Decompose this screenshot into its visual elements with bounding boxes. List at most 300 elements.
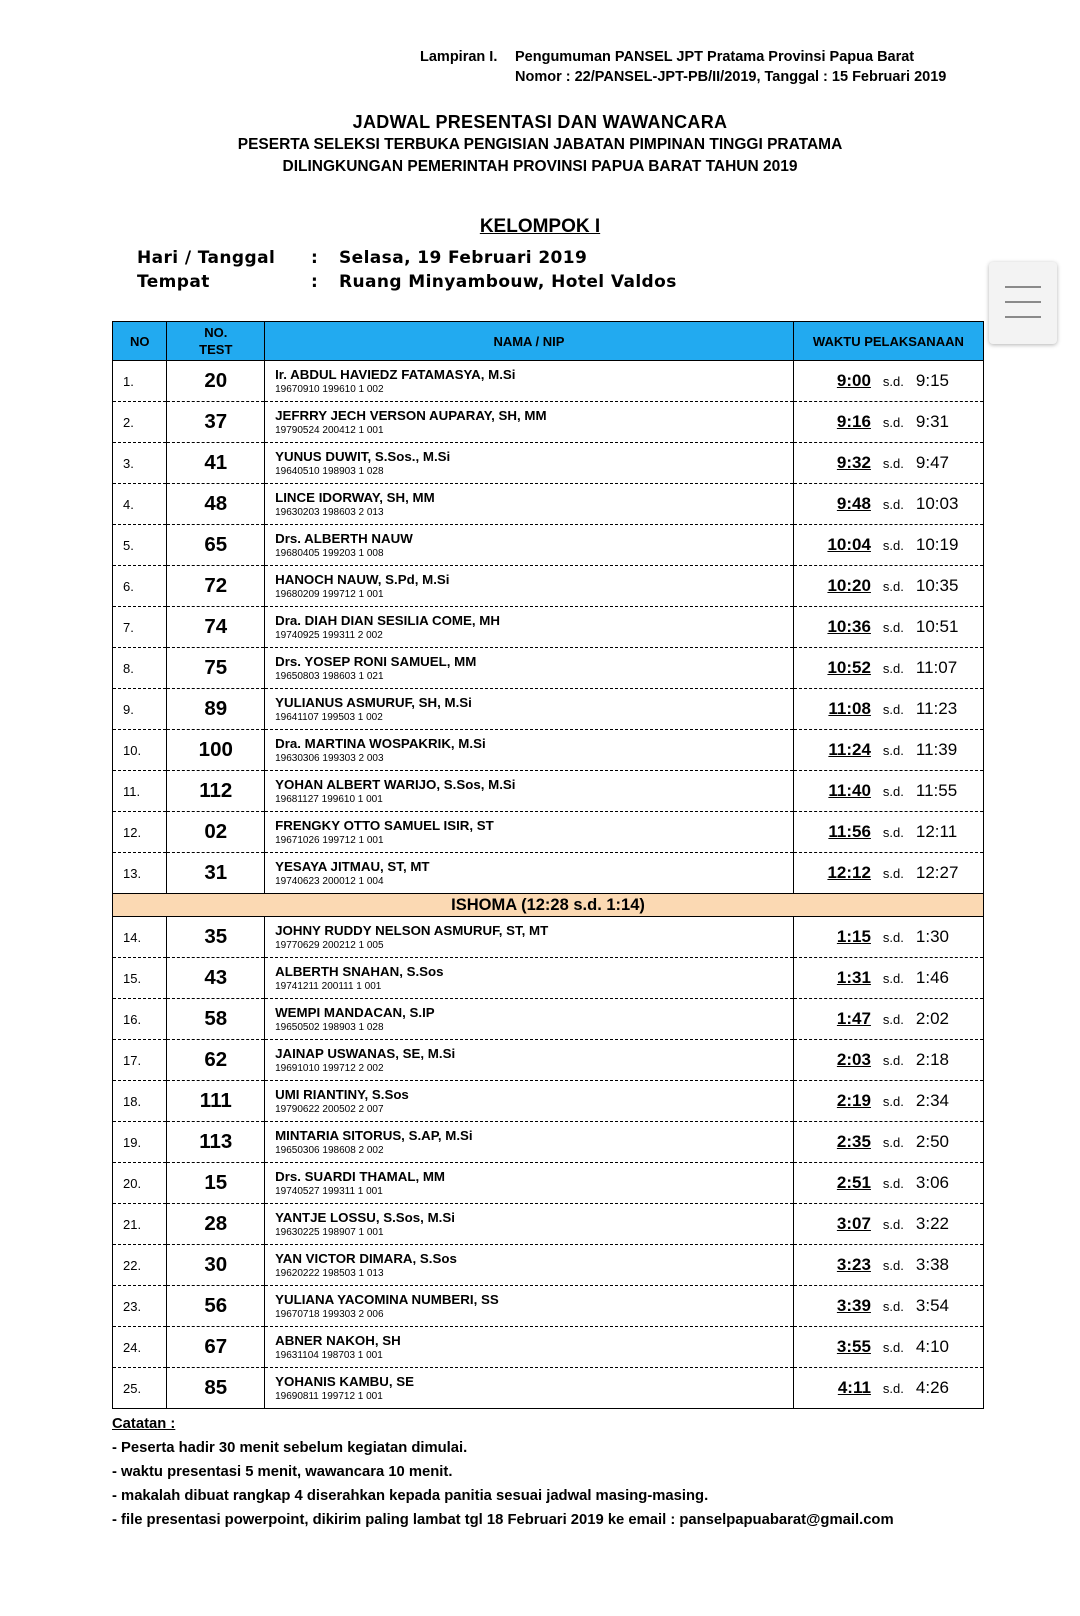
end-time: 10:19: [915, 535, 959, 554]
test-number: 35: [167, 917, 265, 958]
participant-name: LINCE IDORWAY, SH, MM: [275, 489, 435, 505]
start-time: 1:15: [836, 927, 871, 946]
participant-cell: [265, 689, 794, 730]
time-cell: [793, 361, 983, 402]
participant-name: YULIANUS ASMURUF, SH, M.Si: [275, 694, 472, 710]
participant-cell: [265, 1040, 794, 1081]
participant-name: Dra. DIAH DIAN SESILIA COME, MH: [275, 612, 500, 628]
test-number: 02: [167, 812, 265, 853]
participant-name: YOHANIS KAMBU, SE: [275, 1373, 414, 1389]
participant-nip: 19670718 199303 2 006: [275, 1308, 384, 1320]
time-cell: [793, 484, 983, 525]
time-cell: [793, 730, 983, 771]
start-time: 10:36: [827, 617, 871, 636]
table-row: [113, 484, 984, 525]
time-range: [794, 822, 983, 842]
test-number: 48: [167, 484, 265, 525]
time-cell: [793, 958, 983, 999]
participant-cell: [265, 1163, 794, 1204]
group-title: KELOMPOK I: [479, 216, 601, 237]
end-time: 10:03: [915, 494, 959, 513]
time-cell: [793, 648, 983, 689]
time-range: [794, 453, 983, 473]
test-number: 41: [167, 443, 265, 484]
end-time: 9:31: [915, 412, 949, 431]
header-test: NO. TEST: [167, 322, 265, 361]
time-separator: s.d.: [882, 1135, 904, 1150]
time-cell: [793, 402, 983, 443]
participant-name: YOHAN ALBERT WARIJO, S.Sos, M.Si: [275, 776, 516, 792]
test-number: 65: [167, 525, 265, 566]
time-cell: [793, 1163, 983, 1204]
menu-icon[interactable]: [989, 262, 1057, 344]
row-number: 4.: [113, 484, 167, 525]
time-cell: [793, 853, 983, 894]
table-header-row: [113, 322, 984, 361]
start-time: 2:03: [836, 1050, 871, 1069]
end-time: 9:15: [915, 371, 949, 390]
time-cell: [793, 566, 983, 607]
participant-nip: 19630306 199303 2 003: [275, 752, 384, 764]
time-separator: s.d.: [882, 1258, 904, 1273]
participant-nip: 19790524 200412 1 001: [275, 424, 384, 436]
participant-nip: 19671026 199712 1 001: [275, 834, 384, 846]
time-separator: s.d.: [882, 620, 904, 635]
row-number: 25.: [113, 1368, 167, 1409]
participant-nip: 19641107 199503 1 002: [275, 711, 383, 723]
participant-name: YESAYA JITMAU, ST, MT: [275, 858, 430, 874]
test-number: 37: [167, 402, 265, 443]
schedule-table: [112, 321, 984, 1409]
test-number: 74: [167, 607, 265, 648]
end-time: 12:11: [915, 822, 958, 841]
break-row: [113, 894, 984, 917]
time-range: [794, 699, 983, 719]
participant-name: JAINAP USWANAS, SE, M.Si: [275, 1045, 456, 1061]
note-item: - file presentasi powerpoint, dikirim paling lambat tgl 18 Februari 2019 ke email : panselpapuabarat@gmail.com: [112, 1512, 894, 1528]
start-time: 4:11: [837, 1378, 871, 1397]
time-range: [794, 927, 983, 947]
end-time: 11:07: [915, 658, 958, 677]
start-time: 3:39: [836, 1296, 871, 1315]
start-time: 3:23: [836, 1255, 871, 1274]
attachment-label: Lampiran I.: [420, 49, 498, 65]
table-row: [113, 689, 984, 730]
time-range: [794, 1009, 983, 1029]
row-number: 15.: [113, 958, 167, 999]
attachment-block: [420, 47, 946, 87]
participant-name: JEFRRY JECH VERSON AUPARAY, SH, MM: [275, 407, 547, 423]
row-number: 17.: [113, 1040, 167, 1081]
participant-nip: 19690811 199712 1 001: [275, 1390, 383, 1402]
participant-cell: [265, 361, 794, 402]
time-separator: s.d.: [882, 930, 904, 945]
time-range: [794, 1173, 983, 1193]
time-separator: s.d.: [882, 866, 904, 881]
start-time: 11:08: [828, 699, 871, 718]
test-number: 85: [167, 1368, 265, 1409]
end-time: 10:35: [915, 576, 959, 595]
start-time: 2:51: [836, 1173, 871, 1192]
end-time: 3:38: [915, 1255, 949, 1274]
start-time: 11:24: [828, 740, 871, 759]
participant-name: HANOCH NAUW, S.Pd, M.Si: [275, 571, 450, 587]
time-separator: s.d.: [882, 971, 904, 986]
participant-nip: 19640510 198903 1 028: [275, 465, 384, 477]
time-cell: [793, 1122, 983, 1163]
time-separator: s.d.: [882, 1094, 904, 1109]
table-row: [113, 771, 984, 812]
participant-nip: 19740925 199311 2 002: [275, 629, 383, 641]
start-time: 11:56: [828, 822, 871, 841]
participant-nip: 19680405 199203 1 008: [275, 547, 384, 559]
time-cell: [793, 1040, 983, 1081]
end-time: 1:30: [915, 927, 949, 946]
header-name: NAMA / NIP: [265, 322, 794, 361]
note-item: - waktu presentasi 5 menit, wawancara 10 menit.: [112, 1464, 453, 1480]
row-number: 9.: [113, 689, 167, 730]
end-time: 4:10: [915, 1337, 949, 1356]
participant-nip: 19680209 199712 1 001: [275, 588, 384, 600]
attachment-line-2: Nomor : 22/PANSEL-JPT-PB/II/2019, Tanggal : 15 Februari 2019: [515, 69, 947, 85]
time-range: [794, 1214, 983, 1234]
end-time: 10:51: [915, 617, 959, 636]
participant-name: ABNER NAKOH, SH: [275, 1332, 401, 1348]
participant-cell: [265, 999, 794, 1040]
participant-cell: [265, 1368, 794, 1409]
test-number: 15: [167, 1163, 265, 1204]
time-range: [794, 1337, 983, 1357]
time-cell: [793, 607, 983, 648]
participant-nip: 19740527 199311 1 001: [275, 1185, 383, 1197]
table-row: [113, 402, 984, 443]
test-number: 30: [167, 1245, 265, 1286]
notes-block: [112, 1412, 894, 1532]
time-separator: s.d.: [882, 825, 904, 840]
end-time: 12:27: [915, 863, 959, 882]
time-separator: s.d.: [882, 784, 904, 799]
test-number: 62: [167, 1040, 265, 1081]
row-number: 2.: [113, 402, 167, 443]
participant-cell: [265, 566, 794, 607]
end-time: 11:39: [915, 740, 958, 759]
row-number: 12.: [113, 812, 167, 853]
test-number: 89: [167, 689, 265, 730]
table-row: [113, 730, 984, 771]
start-time: 3:55: [836, 1337, 871, 1356]
start-time: 1:47: [836, 1009, 871, 1028]
participant-name: ALBERTH SNAHAN, S.Sos: [275, 963, 444, 979]
participant-name: Drs. YOSEP RONI SAMUEL, MM: [275, 653, 477, 669]
test-number: 113: [167, 1122, 265, 1163]
time-range: [794, 576, 983, 596]
row-number: 23.: [113, 1286, 167, 1327]
end-time: 2:18: [915, 1050, 949, 1069]
start-time: 10:04: [827, 535, 871, 554]
time-separator: s.d.: [882, 374, 904, 389]
table-row: [113, 525, 984, 566]
time-separator: s.d.: [882, 1176, 904, 1191]
time-separator: s.d.: [882, 1299, 904, 1314]
time-separator: s.d.: [882, 702, 904, 717]
time-cell: [793, 1081, 983, 1122]
row-number: 21.: [113, 1204, 167, 1245]
time-cell: [793, 999, 983, 1040]
time-cell: [793, 1204, 983, 1245]
test-number: 43: [167, 958, 265, 999]
table-row: [113, 648, 984, 689]
participant-nip: 19650803 198603 1 021: [275, 670, 384, 682]
table-row: [113, 853, 984, 894]
end-time: 2:50: [915, 1132, 949, 1151]
time-cell: [793, 1368, 983, 1409]
attachment-line-1: Pengumuman PANSEL JPT Pratama Provinsi Papua Barat: [515, 49, 915, 65]
participant-cell: [265, 607, 794, 648]
day-info: [137, 248, 587, 268]
time-range: [794, 1378, 983, 1398]
participant-name: Drs. ALBERTH NAUW: [275, 530, 413, 546]
test-number: 100: [167, 730, 265, 771]
time-separator: s.d.: [882, 1053, 904, 1068]
time-separator: s.d.: [882, 579, 904, 594]
participant-cell: [265, 525, 794, 566]
participant-cell: [265, 730, 794, 771]
time-cell: [793, 1245, 983, 1286]
time-range: [794, 535, 983, 555]
participant-nip: 19770629 200212 1 005: [275, 939, 384, 951]
participant-name: FRENGKY OTTO SAMUEL ISIR, ST: [275, 817, 494, 833]
test-number: 75: [167, 648, 265, 689]
time-cell: [793, 1286, 983, 1327]
participant-cell: [265, 812, 794, 853]
page-title: JADWAL PRESENTASI DAN WAWANCARA: [352, 112, 728, 132]
participant-name: YAN VICTOR DIMARA, S.Sos: [275, 1250, 457, 1266]
end-time: 11:55: [915, 781, 958, 800]
end-time: 1:46: [915, 968, 949, 987]
end-time: 4:26: [915, 1378, 949, 1397]
table-row: [113, 1081, 984, 1122]
participant-name: YANTJE LOSSU, S.Sos, M.Si: [275, 1209, 455, 1225]
start-time: 1:31: [836, 968, 871, 987]
time-separator: s.d.: [882, 1012, 904, 1027]
start-time: 11:40: [828, 781, 871, 800]
start-time: 2:19: [836, 1091, 871, 1110]
time-range: [794, 863, 983, 883]
row-number: 16.: [113, 999, 167, 1040]
participant-name: UMI RIANTINY, S.Sos: [275, 1086, 409, 1102]
participant-name: JOHNY RUDDY NELSON ASMURUF, ST, MT: [275, 922, 549, 938]
time-cell: [793, 525, 983, 566]
participant-name: Drs. SUARDI THAMAL, MM: [275, 1168, 446, 1184]
time-cell: [793, 812, 983, 853]
row-number: 14.: [113, 917, 167, 958]
table-row: [113, 566, 984, 607]
table-row: [113, 1163, 984, 1204]
place-separator: :: [311, 272, 319, 292]
row-number: 24.: [113, 1327, 167, 1368]
participant-name: YUNUS DUWIT, S.Sos., M.Si: [275, 448, 451, 464]
break-label: ISHOMA (12:28 s.d. 1:14): [113, 894, 984, 917]
table-row: [113, 812, 984, 853]
participant-name: Dra. MARTINA WOSPAKRIK, M.Si: [275, 735, 486, 751]
time-range: [794, 1091, 983, 1111]
participant-nip: 19740623 200012 1 004: [275, 875, 384, 887]
time-cell: [793, 771, 983, 812]
test-number: 72: [167, 566, 265, 607]
time-separator: s.d.: [882, 743, 904, 758]
row-number: 18.: [113, 1081, 167, 1122]
subtitle-2: DILINGKUNGAN PEMERINTAH PROVINSI PAPUA BARAT TAHUN 2019: [282, 158, 798, 175]
time-separator: s.d.: [882, 1217, 904, 1232]
participant-name: MINTARIA SITORUS, S.AP, M.Si: [275, 1127, 473, 1143]
time-range: [794, 1132, 983, 1152]
start-time: 9:16: [836, 412, 871, 431]
test-number: 56: [167, 1286, 265, 1327]
table-row: [113, 1040, 984, 1081]
time-range: [794, 1050, 983, 1070]
participant-cell: [265, 853, 794, 894]
title-block: [0, 110, 1080, 178]
row-number: 22.: [113, 1245, 167, 1286]
table-row: [113, 999, 984, 1040]
time-separator: s.d.: [882, 497, 904, 512]
table-row: [113, 958, 984, 999]
row-number: 11.: [113, 771, 167, 812]
participant-cell: [265, 1081, 794, 1122]
participant-name: YULIANA YACOMINA NUMBERI, SS: [275, 1291, 499, 1307]
participant-cell: [265, 402, 794, 443]
time-cell: [793, 917, 983, 958]
row-number: 19.: [113, 1122, 167, 1163]
start-time: 10:52: [827, 658, 871, 677]
participant-nip: 19691010 199712 2 002: [275, 1062, 384, 1074]
table-row: [113, 361, 984, 402]
start-time: 3:07: [836, 1214, 871, 1233]
start-time: 9:48: [836, 494, 871, 513]
participant-cell: [265, 443, 794, 484]
time-range: [794, 371, 983, 391]
participant-cell: [265, 1204, 794, 1245]
end-time: 11:23: [915, 699, 958, 718]
time-range: [794, 968, 983, 988]
participant-nip: 19670910 199610 1 002: [275, 383, 384, 395]
participant-cell: [265, 484, 794, 525]
test-number: 20: [167, 361, 265, 402]
table-row: [113, 607, 984, 648]
participant-cell: [265, 1245, 794, 1286]
participant-cell: [265, 958, 794, 999]
table-row: [113, 1122, 984, 1163]
note-item: - makalah dibuat rangkap 4 diserahkan kepada panitia sesuai jadwal masing-masing.: [112, 1488, 709, 1504]
participant-cell: [265, 1286, 794, 1327]
time-separator: s.d.: [882, 661, 904, 676]
table-row: [113, 443, 984, 484]
table-row: [113, 1327, 984, 1368]
participant-nip: 19630225 198907 1 001: [275, 1226, 384, 1238]
participant-cell: [265, 917, 794, 958]
participant-cell: [265, 1327, 794, 1368]
time-range: [794, 781, 983, 801]
time-range: [794, 1296, 983, 1316]
start-time: 2:35: [836, 1132, 871, 1151]
participant-nip: 19620222 198503 1 013: [275, 1267, 384, 1279]
participant-nip: 19790622 200502 2 007: [275, 1103, 384, 1115]
end-time: 3:06: [915, 1173, 949, 1192]
row-number: 1.: [113, 361, 167, 402]
time-separator: s.d.: [882, 456, 904, 471]
test-number: 58: [167, 999, 265, 1040]
time-cell: [793, 443, 983, 484]
participant-nip: 19630203 198603 2 013: [275, 506, 384, 518]
start-time: 10:20: [827, 576, 871, 595]
participant-cell: [265, 771, 794, 812]
table-row: [113, 917, 984, 958]
table-row: [113, 1204, 984, 1245]
end-time: 9:47: [915, 453, 949, 472]
time-cell: [793, 689, 983, 730]
place-value: Ruang Minyambouw, Hotel Valdos: [339, 272, 677, 292]
participant-nip: 19631104 198703 1 001: [275, 1349, 383, 1361]
time-range: [794, 658, 983, 678]
test-number: 31: [167, 853, 265, 894]
table-row: [113, 1245, 984, 1286]
time-separator: s.d.: [882, 538, 904, 553]
time-cell: [793, 1327, 983, 1368]
participant-nip: 19650502 198903 1 028: [275, 1021, 384, 1033]
participant-nip: 19650306 198608 2 002: [275, 1144, 384, 1156]
note-item: - Peserta hadir 30 menit sebelum kegiatan dimulai.: [112, 1440, 468, 1456]
participant-name: Ir. ABDUL HAVIEDZ FATAMASYA, M.Si: [275, 366, 516, 382]
row-number: 6.: [113, 566, 167, 607]
test-number: 112: [167, 771, 265, 812]
participant-cell: [265, 648, 794, 689]
test-number: 111: [167, 1081, 265, 1122]
time-range: [794, 1255, 983, 1275]
table-row: [113, 1368, 984, 1409]
test-number: 28: [167, 1204, 265, 1245]
start-time: 9:32: [836, 453, 871, 472]
row-number: 5.: [113, 525, 167, 566]
participant-cell: [265, 1122, 794, 1163]
time-range: [794, 412, 983, 432]
header-time: WAKTU PELAKSANAAN: [793, 322, 983, 361]
time-range: [794, 617, 983, 637]
time-separator: s.d.: [882, 1381, 904, 1396]
time-range: [794, 740, 983, 760]
row-number: 13.: [113, 853, 167, 894]
notes-title: Catatan :: [112, 1416, 176, 1432]
end-time: 3:22: [915, 1214, 949, 1233]
time-separator: s.d.: [882, 415, 904, 430]
start-time: 12:12: [827, 863, 871, 882]
time-separator: s.d.: [882, 1340, 904, 1355]
end-time: 2:02: [915, 1009, 949, 1028]
end-time: 2:34: [915, 1091, 949, 1110]
subtitle-1: PESERTA SELEKSI TERBUKA PENGISIAN JABATAN PIMPINAN TINGGI PRATAMA: [237, 136, 843, 153]
day-separator: :: [311, 248, 319, 268]
test-number: 67: [167, 1327, 265, 1368]
row-number: 20.: [113, 1163, 167, 1204]
time-range: [794, 494, 983, 514]
row-number: 3.: [113, 443, 167, 484]
participant-name: WEMPI MANDACAN, S.IP: [275, 1004, 435, 1020]
start-time: 9:00: [836, 371, 871, 390]
participant-nip: 19741211 200111 1 001: [275, 980, 382, 992]
day-label: Hari / Tanggal: [137, 248, 276, 268]
row-number: 7.: [113, 607, 167, 648]
end-time: 3:54: [915, 1296, 949, 1315]
row-number: 8.: [113, 648, 167, 689]
